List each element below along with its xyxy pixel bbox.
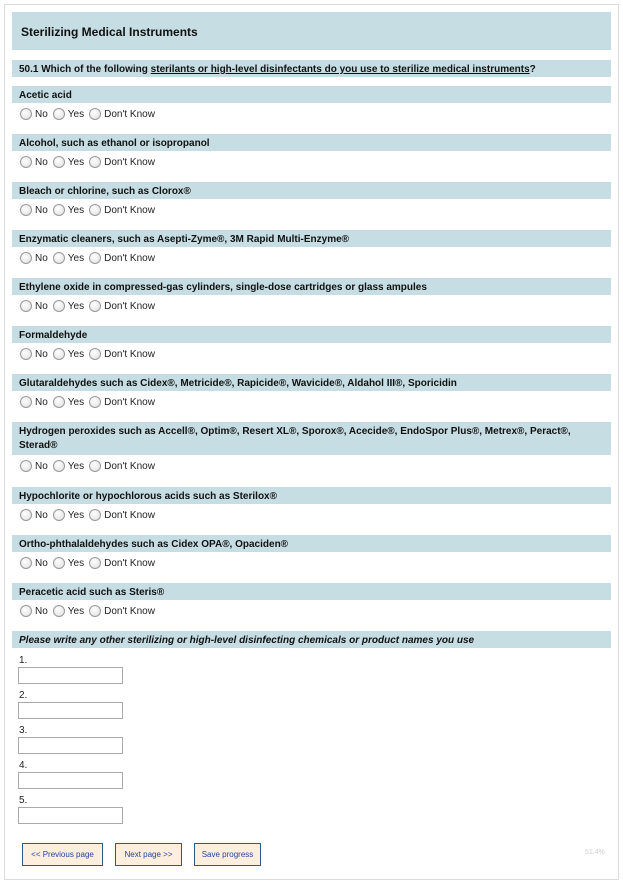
radio-button[interactable] [89,460,101,472]
radio-option-no[interactable] [20,557,48,569]
radio-button[interactable] [53,605,65,617]
radio-label: Yes [67,252,85,264]
radio-label: No [35,300,48,312]
item-label: Enzymatic cleaners, such as Asepti-Zyme®, 3M Rapid Multi-Enzyme® [12,230,611,247]
radio-button[interactable] [89,396,101,408]
radio-button[interactable] [89,108,101,120]
radio-label: Don't Know [104,156,155,168]
item-radio-group [20,108,160,120]
radio-button[interactable] [20,396,32,408]
item-radio-group [20,204,160,216]
radio-option-no[interactable] [20,300,48,312]
radio-button[interactable] [89,509,101,521]
item-label: Hypochlorite or hypochlorous acids such as Sterilox® [12,487,611,504]
radio-option-don-t-know[interactable] [89,396,155,408]
other-field-label: 1. [19,655,28,666]
item-radio-group [20,509,160,521]
item-label: Alcohol, such as ethanol or isopropanol [12,134,611,151]
radio-option-no[interactable] [20,252,48,264]
radio-button[interactable] [20,252,32,264]
radio-label: Yes [67,557,85,569]
radio-option-yes[interactable] [53,348,84,360]
radio-label: Yes [67,156,85,168]
item-label: Hydrogen peroxides such as Accell®, Optim®, Resert XL®, Sporox®, Acecide®, EndoSpor Plus®, Metrex®, Peract®, Sterad® [12,422,611,455]
radio-label: No [35,108,48,120]
save-progress-button[interactable]: Save progress [194,843,261,866]
radio-button[interactable] [53,460,65,472]
radio-option-don-t-know[interactable] [89,557,155,569]
section-title: Sterilizing Medical Instruments [12,12,611,50]
item-radio-group [20,252,160,264]
radio-button[interactable] [20,605,32,617]
radio-option-don-t-know[interactable] [89,300,155,312]
radio-label: Yes [67,396,85,408]
other-field-label: 4. [19,760,28,771]
radio-label: No [35,252,48,264]
other-field-input[interactable] [18,737,123,754]
radio-label: No [35,156,48,168]
other-field-input[interactable] [18,702,123,719]
item-radio-group [20,396,160,408]
radio-button[interactable] [53,509,65,521]
radio-button[interactable] [53,204,65,216]
item-radio-group [20,348,160,360]
radio-button[interactable] [53,252,65,264]
radio-label: Don't Know [104,509,155,521]
question-term-link[interactable]: sterilants or high-level disinfectants do you use to sterilize medical instruments [150,64,530,75]
radio-label: Don't Know [104,396,155,408]
radio-label: No [35,509,48,521]
question-text [12,60,611,77]
radio-option-yes[interactable] [53,300,84,312]
radio-label: Yes [67,605,85,617]
radio-label: No [35,348,48,360]
radio-label: Yes [67,300,85,312]
radio-option-don-t-know[interactable] [89,252,155,264]
radio-button[interactable] [20,509,32,521]
other-prompt: Please write any other sterilizing or high-level disinfecting chemicals or product names you use [12,631,611,648]
previous-page-button[interactable]: << Previous page [22,843,103,866]
radio-option-don-t-know[interactable] [89,605,155,617]
radio-option-don-t-know[interactable] [89,509,155,521]
radio-label: No [35,460,48,472]
radio-label: Yes [67,204,85,216]
item-radio-group [20,300,160,312]
other-field-input[interactable] [18,807,123,824]
radio-label: Yes [67,108,85,120]
item-label: Glutaraldehydes such as Cidex®, Metricide®, Rapicide®, Wavicide®, Aldahol III®, Sporicidin [12,374,611,391]
item-label: Formaldehyde [12,326,611,343]
radio-label: No [35,396,48,408]
radio-option-yes[interactable] [53,396,84,408]
radio-option-no[interactable] [20,204,48,216]
radio-button[interactable] [53,300,65,312]
item-radio-group [20,460,160,472]
item-radio-group [20,156,160,168]
item-label: Ethylene oxide in compressed-gas cylinders, single-dose cartridges or glass ampules [12,278,611,295]
radio-label: Don't Know [104,557,155,569]
radio-label: Don't Know [104,108,155,120]
radio-button[interactable] [20,348,32,360]
radio-option-no[interactable] [20,460,48,472]
other-field-label: 2. [19,690,28,701]
radio-button[interactable] [89,605,101,617]
radio-label: Don't Know [104,605,155,617]
item-radio-group [20,605,160,617]
item-label: Ortho-phthalaldehydes such as Cidex OPA®, Opaciden® [12,535,611,552]
radio-option-don-t-know[interactable] [89,156,155,168]
question-suffix: ? [529,64,536,75]
other-field-input[interactable] [18,772,123,789]
radio-option-no[interactable] [20,108,48,120]
radio-option-yes[interactable] [53,156,84,168]
radio-button[interactable] [20,557,32,569]
radio-button[interactable] [89,252,101,264]
radio-button[interactable] [53,348,65,360]
question-prefix: 50.1 Which of the following [19,64,151,75]
radio-button[interactable] [53,557,65,569]
radio-button[interactable] [89,156,101,168]
radio-option-yes[interactable] [53,204,84,216]
item-radio-group [20,557,160,569]
radio-option-don-t-know[interactable] [89,348,155,360]
item-label: Acetic acid [12,86,611,103]
radio-button[interactable] [89,348,101,360]
radio-option-no[interactable] [20,348,48,360]
radio-label: Yes [67,509,85,521]
radio-option-no[interactable] [20,156,48,168]
radio-label: Don't Know [104,252,155,264]
radio-label: No [35,605,48,617]
radio-button[interactable] [53,156,65,168]
radio-button[interactable] [20,156,32,168]
other-field-label: 3. [19,725,28,736]
radio-option-yes[interactable] [53,460,84,472]
radio-label: No [35,204,48,216]
radio-label: Don't Know [104,300,155,312]
next-page-button[interactable]: Next page >> [115,843,182,866]
radio-option-don-t-know[interactable] [89,460,155,472]
radio-label: Don't Know [104,348,155,360]
radio-label: Yes [67,348,85,360]
radio-label: Yes [67,460,85,472]
item-label: Peracetic acid such as Steris® [12,583,611,600]
other-field-label: 5. [19,795,28,806]
radio-button[interactable] [20,460,32,472]
radio-button[interactable] [89,204,101,216]
radio-button[interactable] [53,108,65,120]
radio-option-yes[interactable] [53,557,84,569]
other-field-input[interactable] [18,667,123,684]
radio-button[interactable] [89,300,101,312]
radio-option-yes[interactable] [53,252,84,264]
radio-option-yes[interactable] [53,605,84,617]
radio-option-yes[interactable] [53,108,84,120]
radio-option-no[interactable] [20,509,48,521]
radio-option-don-t-know[interactable] [89,108,155,120]
radio-button[interactable] [20,108,32,120]
radio-option-no[interactable] [20,396,48,408]
radio-option-yes[interactable] [53,509,84,521]
radio-button[interactable] [20,204,32,216]
radio-option-no[interactable] [20,605,48,617]
radio-button[interactable] [20,300,32,312]
radio-label: Don't Know [104,460,155,472]
radio-label: No [35,557,48,569]
radio-button[interactable] [89,557,101,569]
radio-option-don-t-know[interactable] [89,204,155,216]
item-label: Bleach or chlorine, such as Clorox® [12,182,611,199]
radio-label: Don't Know [104,204,155,216]
radio-button[interactable] [53,396,65,408]
progress-percent: 51.4% [585,849,605,856]
